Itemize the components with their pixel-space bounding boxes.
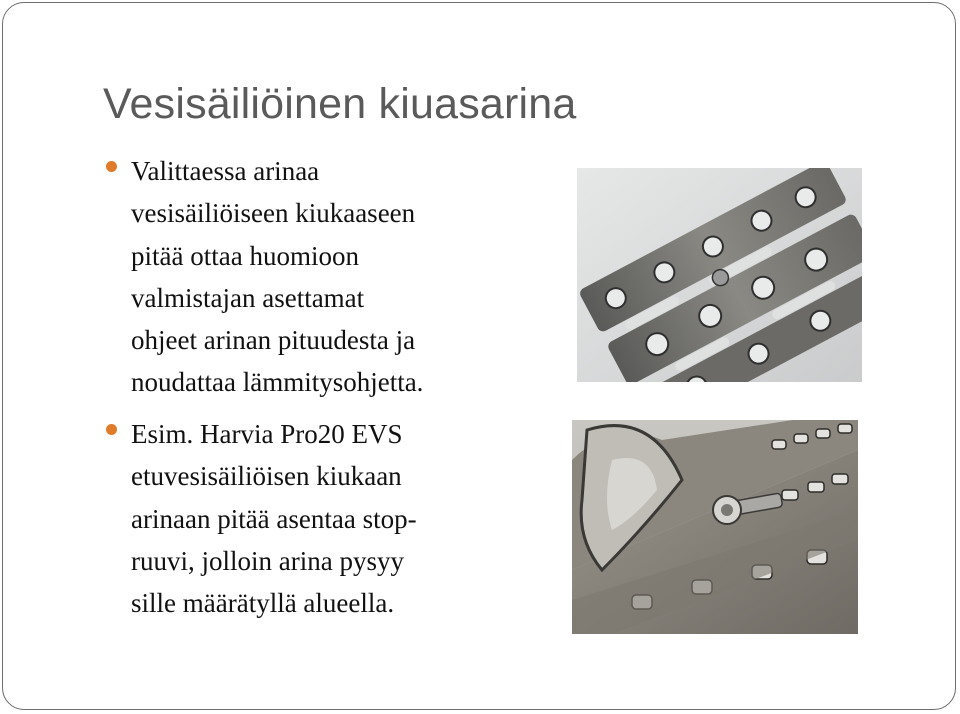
bullet-dot-icon — [106, 424, 117, 435]
grate-photo-top — [577, 168, 862, 382]
bullet-item-1 — [131, 150, 511, 404]
bullet-dot-icon — [106, 161, 117, 172]
bullet-line: arinaan pitää asentaa stop- — [131, 503, 417, 534]
bullet-line: Esim. Harvia Pro20 EVS — [131, 419, 403, 449]
bullet-line: pitää ottaa huomioon — [131, 240, 359, 271]
bullet-line: ohjeet arinan pituudesta ja — [131, 325, 416, 356]
slide-title: Vesisäiliöinen kiuasarina — [103, 80, 577, 128]
bullet-line: etuvesisäiliöisen kiukaan — [131, 461, 402, 492]
bullet-line: noudattaa lämmitysohjetta. — [131, 367, 424, 398]
bullet-line: ruuvi, jolloin arina pysyy — [131, 545, 404, 576]
bullet-line: valmistajan asettamat — [131, 282, 365, 313]
stop-screw-photo — [572, 420, 858, 634]
bullet-line: vesisäiliöiseen kiukaaseen — [131, 198, 416, 229]
bullet-item-2 — [131, 413, 511, 624]
bullet-line: sille määrätyllä alueella. — [131, 588, 395, 619]
bullet-line: Valittaessa arinaa — [131, 156, 320, 186]
